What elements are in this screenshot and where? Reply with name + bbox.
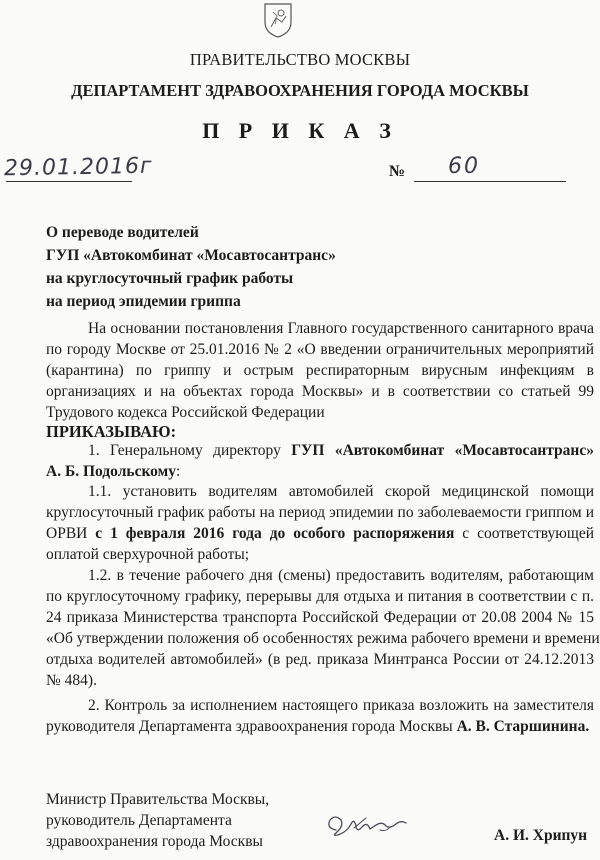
preamble-line: На основании постановления Главного государственного санитарного врача bbox=[88, 320, 594, 337]
item-2-line bbox=[46, 718, 589, 736]
item-1-1-post: с соответствующей bbox=[454, 525, 594, 542]
handwritten-signature-icon bbox=[320, 806, 416, 844]
preamble-line: по городу Москве от 25.01.2016 № 2 «О введении ограничительных мероприятий bbox=[46, 341, 594, 358]
order-date: 29.01.2016г bbox=[3, 153, 153, 182]
signer-position-line: руководитель Департамента bbox=[46, 812, 232, 829]
preamble-line: Трудового кодекса Российской Федерации bbox=[46, 404, 325, 421]
item-2-line: 2. Контроль за исполнением настоящего приказа возложить на заместителя bbox=[88, 697, 594, 714]
signer-position-line: здравоохранения города Москвы bbox=[46, 833, 263, 850]
number-sign: № bbox=[389, 163, 406, 180]
item-1-1-line bbox=[46, 525, 594, 543]
signer-name: А. И. Хрипун bbox=[494, 827, 588, 844]
subject-line: ГУП «Автокомбинат «Мосавтосантранс» bbox=[46, 247, 336, 264]
item-1-1-date: с 1 февраля 2016 года до особого распоряжения bbox=[95, 525, 455, 542]
preamble-line: организациях и на объектах города Москвы» и в соответствии со статьей 99 bbox=[46, 383, 594, 400]
item-1-line bbox=[88, 442, 594, 460]
item-1-2-line: отдыха водителей автомобилей» (в ред. приказа Минтранса России от 24.12.2013 bbox=[46, 651, 594, 668]
item-1-2-line: № 484). bbox=[46, 672, 97, 689]
item-1-1-line: круглосуточный график работы на период эпидемии по заболеваемости гриппом и bbox=[46, 504, 594, 521]
item-1-colon: : bbox=[175, 463, 181, 480]
item-1-person-line bbox=[46, 463, 180, 481]
number-underline bbox=[414, 181, 566, 182]
date-underline bbox=[6, 181, 132, 182]
moscow-coat-of-arms-icon bbox=[262, 0, 294, 38]
order-word: ПРИКАЗЫВАЮ: bbox=[46, 422, 177, 441]
item-2-person: А. В. Старшинина. bbox=[456, 718, 590, 735]
item-1-2-line: «Об утверждении положения об особенностях режима рабочего времени и времени bbox=[46, 630, 600, 647]
item-1-2-line: по круглосуточному графику, перерывы для отдыха и питания в соответствии с п. bbox=[46, 588, 594, 605]
government-name: ПРАВИТЕЛЬСТВО МОСКВЫ bbox=[189, 50, 411, 69]
order-number: 60 bbox=[448, 154, 480, 179]
item-2-pre: руководителя Департамента здравоохранения города Москвы bbox=[46, 718, 457, 735]
item-1-1-pre: ОРВИ bbox=[46, 525, 96, 542]
item-1-2-line: 24 приказа Министерства транспорта Российской Федерации от 20.08 2004 № 15 bbox=[46, 609, 594, 626]
item-1-1-line: оплатой сверхурочной работы; bbox=[46, 546, 250, 563]
subject-line: на круглосуточный график работы bbox=[46, 270, 294, 287]
subject-line: О переводе водителей bbox=[46, 224, 199, 241]
department-name: ДЕПАРТАМЕНТ ЗДРАВООХРАНЕНИЯ ГОРОДА МОСКВЫ bbox=[71, 81, 529, 100]
preamble-line: (карантина) по гриппу и острым респираторным вирусным инфекциям в bbox=[46, 362, 594, 379]
item-1-1-line: 1.1. установить водителям автомобилей скорой медицинской помощи bbox=[88, 483, 594, 500]
item-1-prefix: 1. Генеральному директору bbox=[88, 442, 292, 459]
item-1-org: ГУП «Автокомбинат «Мосавтосантранс» bbox=[291, 442, 594, 459]
item-1-2-line: 1.2. в течение рабочего дня (смены) предоставить водителям, работающим bbox=[88, 567, 594, 584]
subject-line: на период эпидемии гриппа bbox=[46, 293, 241, 310]
signer-position-line: Министр Правительства Москвы, bbox=[46, 791, 270, 808]
document-title: П Р И К А З bbox=[202, 118, 398, 143]
order-subject bbox=[46, 221, 336, 313]
item-1-person: А. Б. Подольскому bbox=[46, 463, 176, 480]
